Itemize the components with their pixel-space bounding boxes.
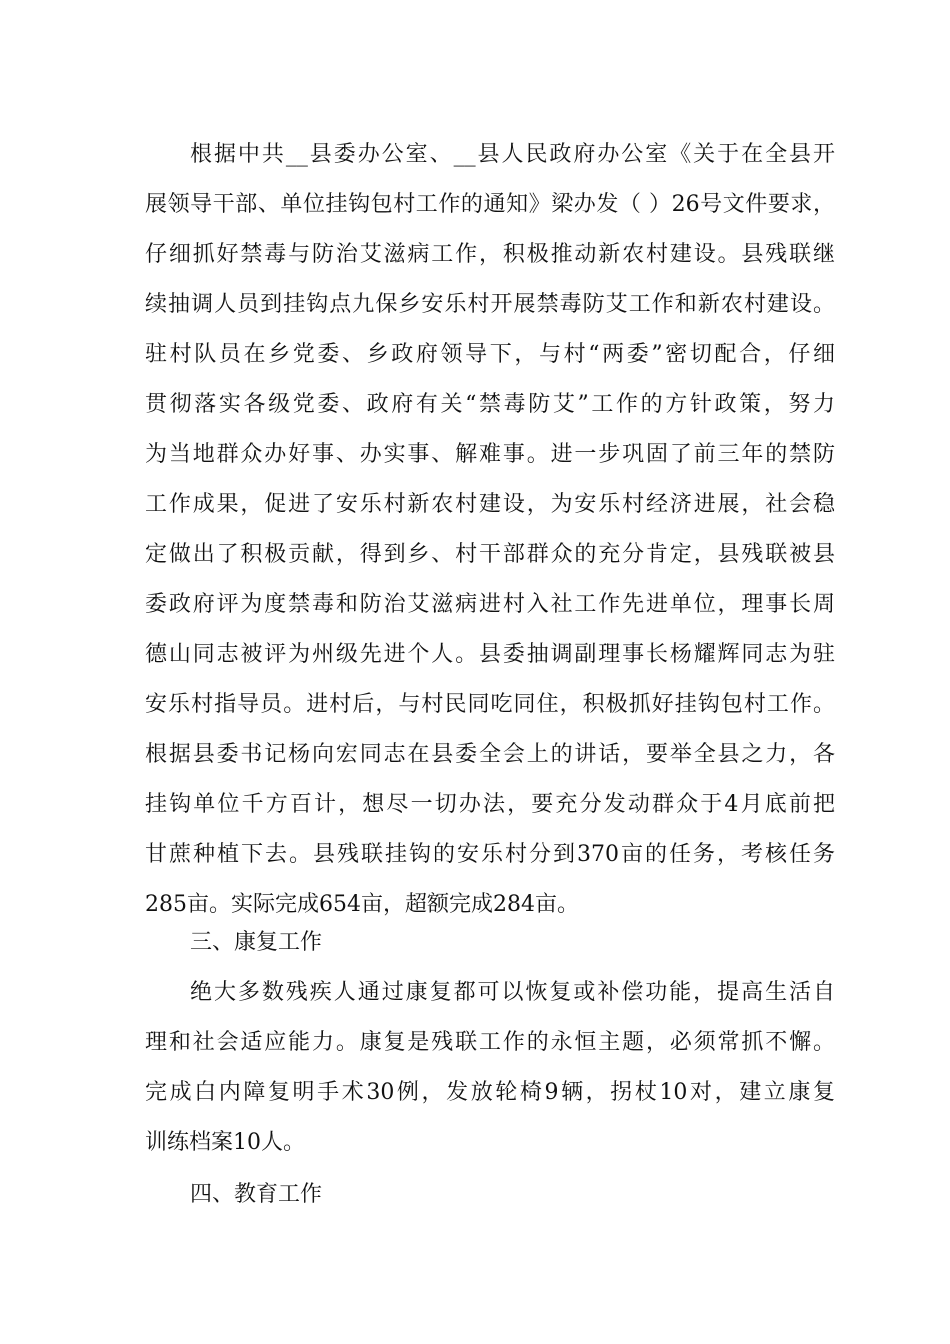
- paragraph-line: 定做出了积极贡献，得到乡、村干部群众的充分肯定，县残联被县: [145, 542, 835, 567]
- paragraph-line: 理和社会适应能力。康复是残联工作的永恒主题，必须常抓不懈。: [145, 1030, 835, 1055]
- paragraph-line: 根据中共__县委办公室、__县人民政府办公室《关于在全县开: [190, 142, 835, 167]
- paragraph-line: 挂钩单位千方百计，想尽一切办法，要充分发动群众于4月底前把: [145, 792, 835, 817]
- paragraph-line: 续抽调人员到挂钩点九保乡安乐村开展禁毒防艾工作和新农村建设。: [145, 292, 835, 317]
- paragraph-line: 甘蔗种植下去。县残联挂钩的安乐村分到370亩的任务，考核任务: [145, 842, 835, 867]
- paragraph-line: 训练档案10人。: [145, 1130, 305, 1155]
- paragraph-line: 根据县委书记杨向宏同志在县委全会上的讲话，要举全县之力，各: [145, 742, 835, 767]
- paragraph-1: [145, 130, 835, 930]
- paragraph-2: [145, 968, 835, 1168]
- paragraph-line: 展领导干部、单位挂钩包村工作的通知》梁办发（ ）26号文件要求，: [145, 192, 835, 217]
- section-heading-education: [145, 1170, 835, 1220]
- paragraph-line: 工作成果，促进了安乐村新农村建设，为安乐村经济进展，社会稳: [145, 492, 835, 517]
- section-heading-rehabilitation: [145, 918, 835, 968]
- paragraph-line: 完成白内障复明手术30例，发放轮椅9辆，拐杖10对，建立康复: [145, 1080, 835, 1105]
- section-heading: 四、教育工作: [190, 1182, 323, 1207]
- section-heading: 三、康复工作: [190, 930, 323, 955]
- paragraph-line: 驻村队员在乡党委、乡政府领导下，与村“两委”密切配合，仔细: [145, 342, 835, 367]
- paragraph-line: 委政府评为度禁毒和防治艾滋病进村入社工作先进单位，理事长周: [145, 592, 835, 617]
- paragraph-line: 285亩。实际完成654亩，超额完成284亩。: [145, 892, 579, 917]
- paragraph-line: 为当地群众办好事、办实事、解难事。进一步巩固了前三年的禁防: [145, 442, 835, 467]
- paragraph-line: 绝大多数残疾人通过康复都可以恢复或补偿功能，提高生活自: [190, 980, 835, 1005]
- paragraph-line: 德山同志被评为州级先进个人。县委抽调副理事长杨耀辉同志为驻: [145, 642, 835, 667]
- paragraph-line: 贯彻落实各级党委、政府有关“禁毒防艾”工作的方针政策，努力: [145, 392, 835, 417]
- paragraph-line: 仔细抓好禁毒与防治艾滋病工作，积极推动新农村建设。县残联继: [145, 242, 835, 267]
- paragraph-line: 安乐村指导员。进村后，与村民同吃同住，积极抓好挂钩包村工作。: [145, 692, 835, 717]
